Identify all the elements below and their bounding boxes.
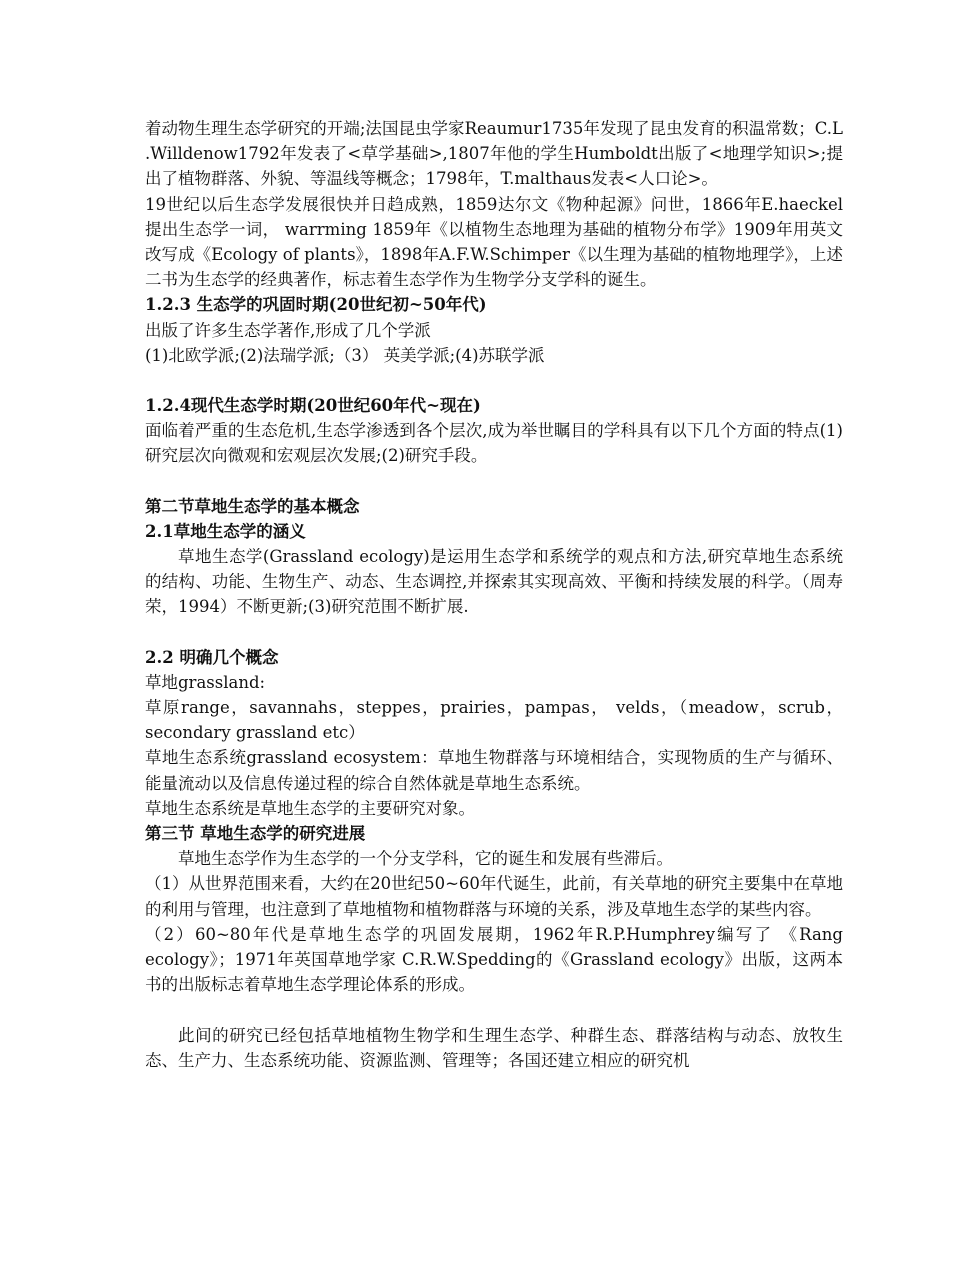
definition-range: 草原range，savannahs，steppes，prairies，pampas， velds，（meadow，scrub，secondary grassland etc）	[145, 698, 843, 743]
spacer	[145, 469, 843, 494]
section-1-2-3-line-1: 出版了许多生态学著作,形成了几个学派	[145, 320, 431, 340]
section-3-intro: 草地生态学作为生态学的一个分支学科，它的诞生和发展有些滞后。	[178, 849, 673, 869]
spacer	[145, 368, 843, 393]
section-3-item-2: （2）60~80年代是草地生态学的巩固发展期，1962年R.P.Humphrey编写了 《Rang ecology》；1971年英国草地学家 C.R.W.Spedding的《Grassland ecology》出版，这两本书的出版标志着草地生态学理论体系的形成。	[145, 924, 843, 995]
spacer	[145, 998, 843, 1023]
definition-grassland: 草地grassland:	[145, 672, 266, 692]
section-2-1-body: 草地生态学(Grassland ecology)是运用生态学和系统学的观点和方法,研究草地生态系统的结构、功能、生物生产、动态、生态调控,并探索其实现高效、平衡和持续发展的科学。（周寿荣，1994）不断更新;(3)研究范围不断扩展.	[145, 547, 843, 617]
section-3-paragraph: 此间的研究已经包括草地植物生物学和生理生态学、种群生态、群落结构与动态、放牧生态、生产力、生态系统功能、资源监测、管理等；各国还建立相应的研究机	[145, 1025, 843, 1070]
definition-research-object: 草地生态系统是草地生态学的主要研究对象。	[145, 798, 475, 818]
section-2-2-heading: 2.2 明确几个概念	[145, 647, 279, 667]
section-3-title: 第三节 草地生态学的研究进展	[145, 824, 366, 844]
section-2-title: 第二节草地生态学的基本概念	[145, 496, 360, 516]
definition-grassland-ecosystem: 草地生态系统grassland ecosystem：草地生物群落与环境相结合，实现物质的生产与循环、能量流动以及信息传递过程的综合自然体就是草地生态系统。	[145, 748, 843, 793]
history-paragraph-2: 19世纪以后生态学发展很快并日趋成熟，1859达尔文《物种起源》问世，1866年E.haeckel提出生态学一词， warrming 1859年《以植物生态地理为基础的植物分布学》1909年用英文改写成《Ecology of plants》，1898年A.F.W.Schimper《以生理为基础的植物地理学》，上述二书为生态学的经典著作，标志着生态学作为生物学分支学科的诞生。	[145, 194, 843, 290]
history-paragraph-1: 着动物生理生态学研究的开端;法国昆虫学家Reaumur1735年发现了昆虫发育的积温常数；C.L .Willdenow1792年发表了<草学基础>,1807年他的学生Humboldt出版了<地理学知识>;提出了植物群落、外貌、等温线等概念；1798年，T.malthaus发表<人口论>。	[145, 119, 843, 189]
spacer	[145, 620, 843, 645]
section-1-2-4-body: 面临着严重的生态危机,生态学渗透到各个层次,成为举世瞩目的学科具有以下几个方面的特点(1)研究层次向微观和宏观层次发展;(2)研究手段。	[145, 421, 843, 466]
section-1-2-3-line-2: (1)北欧学派;(2)法瑞学派;（3） 英美学派;(4)苏联学派	[145, 345, 545, 365]
section-2-1-heading: 2.1草地生态学的涵义	[145, 521, 306, 541]
section-1-2-3-heading: 1.2.3 生态学的巩固时期(20世纪初~50年代)	[145, 295, 487, 315]
section-3-item-1: （1）从世界范围来看，大约在20世纪50~60年代诞生，此前，有关草地的研究主要集中在草地的利用与管理，也注意到了草地植物和植物群落与环境的关系，涉及草地生态学的某些内容。	[145, 874, 843, 919]
section-1-2-4-heading: 1.2.4现代生态学时期(20世纪60年代~现在)	[145, 396, 481, 416]
